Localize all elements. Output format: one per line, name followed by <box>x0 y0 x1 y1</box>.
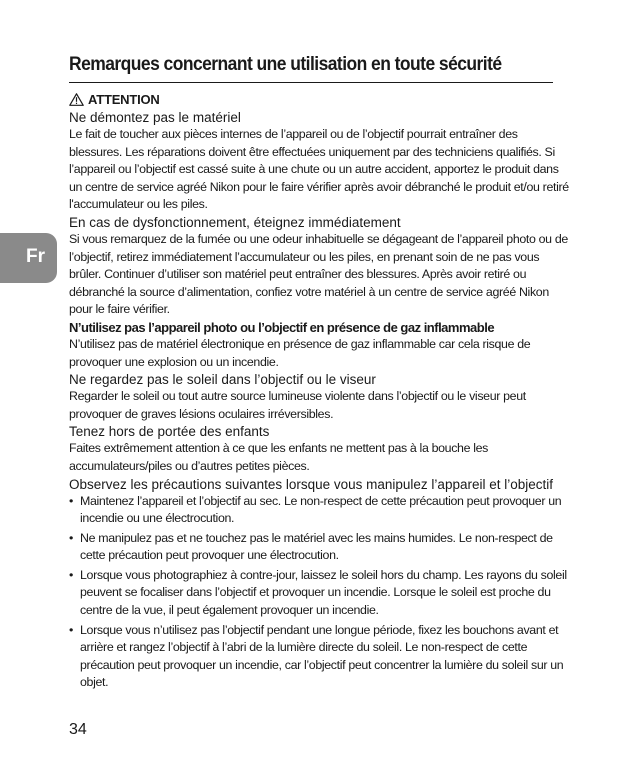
section-heading: Observez les précautions suivantes lorsque vous manipulez l’appareil et l’objectif <box>69 476 554 492</box>
section-sun <box>69 372 569 423</box>
list-item: • Ne manipulez pas et ne touchez pas le matériel avec les mains humides. Le non-respect de cette précaution peut provoquer une électrocution. <box>69 530 569 565</box>
section-heading: En cas de dysfonctionnement, éteignez immédiatement <box>69 214 401 230</box>
attention-header <box>69 88 569 110</box>
page-number: 34 <box>69 721 87 738</box>
section-text: Le fait de toucher aux pièces internes de l’appareil ou de l’objectif pourrait entraîner des blessures. Les réparations doivent être effectuées uniquement par des techniciens qualifiés. Si l’appareil ou l’objectif est cassé suite à une chute ou un autre accident, apportez le produit dans un centre de service agréé Nikon pour le faire vérifier après avoir débranché le produit et/ou retiré l'accumulateur ou les piles. <box>69 127 569 212</box>
list-item: • Lorsque vous photographiez à contre-jour, laissez le soleil hors du champ. Les rayons du soleil peuvent se focaliser dans l’objectif et provoquer un incendie. Lorsque le soleil est proche du centre de la vue, il peut également provoquer un incendie. <box>69 567 569 620</box>
title-divider <box>69 82 553 83</box>
section-heading: N’utilisez pas l’appareil photo ou l’objectif en présence de gaz inflammable <box>69 319 495 335</box>
section-children <box>69 424 569 475</box>
list-item: • Lorsque vous n’utilisez pas l’objectif pendant une longue période, fixez les bouchons avant et arrière et rangez l’objectif à l’abri de la lumière directe du soleil. Le non-respect de cette précaution peut provoquer un incendie, car l’objectif peut concentrer la lumière du soleil sur un objet. <box>69 622 569 692</box>
language-tab-label: Fr <box>26 246 45 267</box>
section-text: Faites extrêmement attention à ce que les enfants ne mettent pas à la bouche les accumulateurs/piles ou d’autres petites pièces. <box>69 441 489 473</box>
section-disassembly <box>69 110 569 214</box>
section-text: N’utilisez pas de matériel électronique en présence de gaz inflammable car cela risque de provoquer une explosion ou un incendie. <box>69 336 531 369</box>
section-handling <box>69 477 569 695</box>
list-item: • Maintenez l’appareil et l’objectif au sec. Le non-respect de cette précaution peut provoquer un incendie ou une électrocution. <box>69 493 569 528</box>
page-title: Remarques concernant une utilisation en toute sécurité <box>69 54 502 75</box>
section-malfunction <box>69 215 569 319</box>
section-heading: Tenez hors de portée des enfants <box>69 424 270 440</box>
section-text: Regarder le soleil ou tout autre source lumineuse violente dans l’objectif ou le viseur peut provoquer de graves lésions oculaires irréversibles. <box>69 389 526 421</box>
language-tab <box>0 233 57 283</box>
precautions-list <box>69 493 569 693</box>
section-flammable-gas <box>69 320 569 371</box>
safety-content <box>69 88 569 694</box>
warning-triangle-icon <box>69 93 84 106</box>
section-heading: Ne regardez pas le soleil dans l’objectif ou le viseur <box>69 372 376 388</box>
section-text: Si vous remarquez de la fumée ou une odeur inhabituelle se dégageant de l’appareil photo ou de l’objectif, retirez immédiatement l’accumulateur ou les piles, en prenant soin de ne pas vous brûler. Continuer d’utiliser son matériel peut entraîner des blessures. Après avoir retiré ou débranché la source d’alimentation, confiez votre matériel à un centre de service agréé Nikon pour le faire vérifier. <box>69 231 568 317</box>
attention-label: ATTENTION <box>88 91 160 107</box>
section-heading: Ne démontez pas le matériel <box>69 110 241 125</box>
